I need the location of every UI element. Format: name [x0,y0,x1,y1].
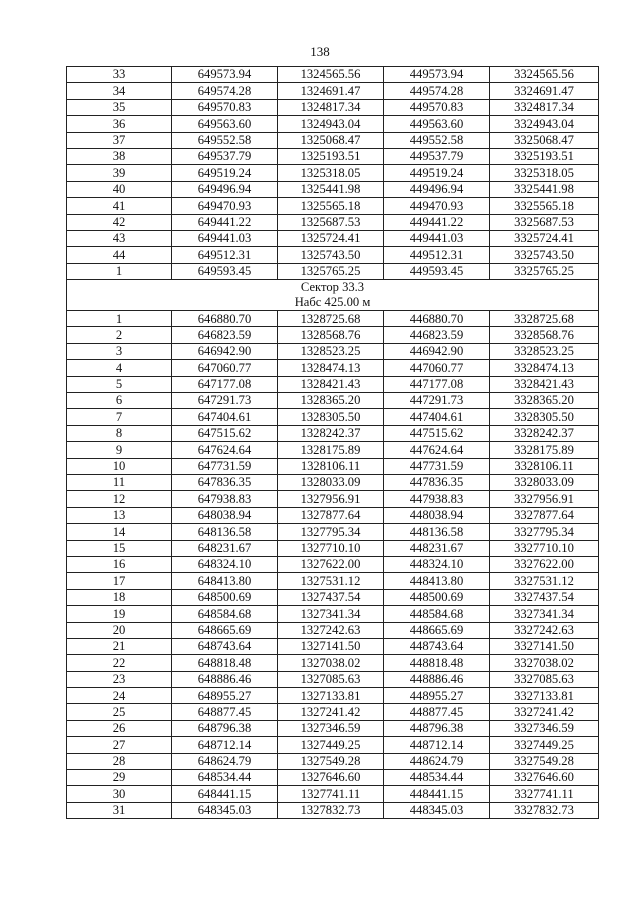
x-coordinate-cell: 648324.10 [172,556,278,572]
table-row [67,247,599,263]
y-coordinate-cell: 1328365.20 [278,393,384,409]
table-row [67,737,599,753]
point-number-cell: 15 [67,540,172,556]
y-local-coordinate-cell: 3325724.41 [490,230,599,246]
table-row [67,165,599,181]
point-number-cell: 21 [67,638,172,654]
point-number-cell: 11 [67,474,172,490]
y-local-coordinate-cell: 3325068.47 [490,132,599,148]
x-local-coordinate-cell: 448665.69 [384,622,490,638]
table-row [67,67,599,83]
y-local-coordinate-cell: 3328242.37 [490,425,599,441]
y-coordinate-cell: 1328568.76 [278,327,384,343]
x-local-coordinate-cell: 447177.08 [384,376,490,392]
x-coordinate-cell: 649573.94 [172,67,278,83]
x-coordinate-cell: 647291.73 [172,393,278,409]
x-local-coordinate-cell: 447624.64 [384,442,490,458]
y-coordinate-cell: 1325318.05 [278,165,384,181]
y-local-coordinate-cell: 3325318.05 [490,165,599,181]
x-coordinate-cell: 646823.59 [172,327,278,343]
table-row [67,311,599,327]
point-number-cell: 17 [67,573,172,589]
y-local-coordinate-cell: 3327085.63 [490,671,599,687]
x-local-coordinate-cell: 449441.03 [384,230,490,246]
y-local-coordinate-cell: 3324817.34 [490,99,599,115]
table-row [67,442,599,458]
y-coordinate-cell: 1327085.63 [278,671,384,687]
y-local-coordinate-cell: 3325193.51 [490,148,599,164]
table-row [67,376,599,392]
point-number-cell: 43 [67,230,172,246]
x-local-coordinate-cell: 448624.79 [384,753,490,769]
x-local-coordinate-cell: 449552.58 [384,132,490,148]
y-coordinate-cell: 1327531.12 [278,573,384,589]
point-number-cell: 28 [67,753,172,769]
x-coordinate-cell: 646880.70 [172,311,278,327]
x-local-coordinate-cell: 449496.94 [384,181,490,197]
x-local-coordinate-cell: 448441.15 [384,786,490,802]
x-local-coordinate-cell: 448500.69 [384,589,490,605]
point-number-cell: 38 [67,148,172,164]
y-coordinate-cell: 1325765.25 [278,263,384,279]
y-coordinate-cell: 1327956.91 [278,491,384,507]
point-number-cell: 2 [67,327,172,343]
point-number-cell: 16 [67,556,172,572]
x-coordinate-cell: 648712.14 [172,737,278,753]
y-local-coordinate-cell: 3328421.43 [490,376,599,392]
y-coordinate-cell: 1328474.13 [278,360,384,376]
y-coordinate-cell: 1327341.34 [278,606,384,622]
point-number-cell: 1 [67,311,172,327]
table-row [67,524,599,540]
section2-rows [67,311,599,819]
y-local-coordinate-cell: 3325687.53 [490,214,599,230]
y-coordinate-cell: 1325724.41 [278,230,384,246]
point-number-cell: 13 [67,507,172,523]
x-coordinate-cell: 649441.22 [172,214,278,230]
x-coordinate-cell: 646942.90 [172,343,278,359]
point-number-cell: 35 [67,99,172,115]
y-coordinate-cell: 1328106.11 [278,458,384,474]
table-row [67,507,599,523]
y-coordinate-cell: 1327437.54 [278,589,384,605]
x-coordinate-cell: 649563.60 [172,116,278,132]
table-row [67,181,599,197]
point-number-cell: 5 [67,376,172,392]
x-local-coordinate-cell: 448231.67 [384,540,490,556]
y-local-coordinate-cell: 3328474.13 [490,360,599,376]
point-number-cell: 42 [67,214,172,230]
table-row [67,230,599,246]
point-number-cell: 37 [67,132,172,148]
point-number-cell: 18 [67,589,172,605]
x-local-coordinate-cell: 449537.79 [384,148,490,164]
y-local-coordinate-cell: 3327437.54 [490,589,599,605]
y-coordinate-cell: 1327795.34 [278,524,384,540]
x-local-coordinate-cell: 449593.45 [384,263,490,279]
point-number-cell: 20 [67,622,172,638]
point-number-cell: 4 [67,360,172,376]
y-local-coordinate-cell: 3327646.60 [490,770,599,786]
x-coordinate-cell: 648500.69 [172,589,278,605]
point-number-cell: 25 [67,704,172,720]
x-local-coordinate-cell: 449573.94 [384,67,490,83]
x-coordinate-cell: 649570.83 [172,99,278,115]
y-coordinate-cell: 1327741.11 [278,786,384,802]
point-number-cell: 8 [67,425,172,441]
point-number-cell: 10 [67,458,172,474]
y-local-coordinate-cell: 3325765.25 [490,263,599,279]
table-row [67,83,599,99]
table-row [67,688,599,704]
y-coordinate-cell: 1324691.47 [278,83,384,99]
table-row [67,802,599,818]
y-local-coordinate-cell: 3328305.50 [490,409,599,425]
x-local-coordinate-cell: 448796.38 [384,720,490,736]
x-local-coordinate-cell: 448818.48 [384,655,490,671]
x-coordinate-cell: 649574.28 [172,83,278,99]
x-coordinate-cell: 648413.80 [172,573,278,589]
y-coordinate-cell: 1327449.25 [278,737,384,753]
x-local-coordinate-cell: 449470.93 [384,198,490,214]
table-row [67,622,599,638]
point-number-cell: 22 [67,655,172,671]
page-number: 138 [310,44,330,59]
y-local-coordinate-cell: 3324565.56 [490,67,599,83]
section1-rows [67,67,599,280]
x-local-coordinate-cell: 447060.77 [384,360,490,376]
table-row [67,393,599,409]
x-coordinate-cell: 648441.15 [172,786,278,802]
table-row [67,425,599,441]
y-coordinate-cell: 1328725.68 [278,311,384,327]
x-coordinate-cell: 649593.45 [172,263,278,279]
x-coordinate-cell: 647515.62 [172,425,278,441]
sector-header [67,280,599,311]
y-coordinate-cell: 1328305.50 [278,409,384,425]
point-number-cell: 14 [67,524,172,540]
table-row [67,720,599,736]
y-local-coordinate-cell: 3327956.91 [490,491,599,507]
x-local-coordinate-cell: 449519.24 [384,165,490,181]
y-local-coordinate-cell: 3325743.50 [490,247,599,263]
table-row [67,327,599,343]
x-local-coordinate-cell: 448345.03 [384,802,490,818]
y-local-coordinate-cell: 3324943.04 [490,116,599,132]
y-coordinate-cell: 1328421.43 [278,376,384,392]
point-number-cell: 29 [67,770,172,786]
y-coordinate-cell: 1324565.56 [278,67,384,83]
y-coordinate-cell: 1324943.04 [278,116,384,132]
y-coordinate-cell: 1327133.81 [278,688,384,704]
x-coordinate-cell: 648345.03 [172,802,278,818]
y-local-coordinate-cell: 3327832.73 [490,802,599,818]
point-number-cell: 23 [67,671,172,687]
table-row [67,753,599,769]
table-row [67,343,599,359]
y-local-coordinate-cell: 3327038.02 [490,655,599,671]
y-local-coordinate-cell: 3327741.11 [490,786,599,802]
y-local-coordinate-cell: 3327241.42 [490,704,599,720]
x-local-coordinate-cell: 447291.73 [384,393,490,409]
table-row [67,704,599,720]
y-local-coordinate-cell: 3325565.18 [490,198,599,214]
y-local-coordinate-cell: 3327341.34 [490,606,599,622]
table-row [67,671,599,687]
sector-height: Набс 425.00 м [294,295,371,310]
y-coordinate-cell: 1327710.10 [278,540,384,556]
y-coordinate-cell: 1325743.50 [278,247,384,263]
y-local-coordinate-cell: 3327242.63 [490,622,599,638]
y-coordinate-cell: 1327346.59 [278,720,384,736]
y-coordinate-cell: 1327877.64 [278,507,384,523]
x-coordinate-cell: 649552.58 [172,132,278,148]
sector-header-row [67,280,599,311]
point-number-cell: 27 [67,737,172,753]
y-coordinate-cell: 1327646.60 [278,770,384,786]
y-coordinate-cell: 1325068.47 [278,132,384,148]
y-local-coordinate-cell: 3327141.50 [490,638,599,654]
table-row [67,606,599,622]
point-number-cell: 40 [67,181,172,197]
x-local-coordinate-cell: 447404.61 [384,409,490,425]
y-coordinate-cell: 1327549.28 [278,753,384,769]
y-coordinate-cell: 1327832.73 [278,802,384,818]
x-coordinate-cell: 649519.24 [172,165,278,181]
y-local-coordinate-cell: 3327449.25 [490,737,599,753]
x-coordinate-cell: 648955.27 [172,688,278,704]
point-number-cell: 19 [67,606,172,622]
x-coordinate-cell: 647938.83 [172,491,278,507]
coordinates-table-container [66,66,592,819]
x-coordinate-cell: 648796.38 [172,720,278,736]
point-number-cell: 1 [67,263,172,279]
y-local-coordinate-cell: 3327346.59 [490,720,599,736]
x-coordinate-cell: 648624.79 [172,753,278,769]
point-number-cell: 24 [67,688,172,704]
table-row [67,474,599,490]
y-local-coordinate-cell: 3328106.11 [490,458,599,474]
x-local-coordinate-cell: 448413.80 [384,573,490,589]
y-local-coordinate-cell: 3328365.20 [490,393,599,409]
y-local-coordinate-cell: 3328033.09 [490,474,599,490]
coordinates-table [66,66,599,819]
x-coordinate-cell: 648136.58 [172,524,278,540]
x-local-coordinate-cell: 449563.60 [384,116,490,132]
table-row [67,116,599,132]
x-coordinate-cell: 647731.59 [172,458,278,474]
y-coordinate-cell: 1327242.63 [278,622,384,638]
x-local-coordinate-cell: 448038.94 [384,507,490,523]
point-number-cell: 34 [67,83,172,99]
x-local-coordinate-cell: 447731.59 [384,458,490,474]
x-local-coordinate-cell: 448136.58 [384,524,490,540]
x-local-coordinate-cell: 447938.83 [384,491,490,507]
table-row [67,556,599,572]
y-local-coordinate-cell: 3328175.89 [490,442,599,458]
x-coordinate-cell: 648038.94 [172,507,278,523]
table-row [67,458,599,474]
x-coordinate-cell: 648665.69 [172,622,278,638]
x-local-coordinate-cell: 447836.35 [384,474,490,490]
point-number-cell: 36 [67,116,172,132]
point-number-cell: 26 [67,720,172,736]
point-number-cell: 3 [67,343,172,359]
table-row [67,132,599,148]
y-local-coordinate-cell: 3328523.25 [490,343,599,359]
table-row [67,786,599,802]
table-row [67,360,599,376]
x-coordinate-cell: 648584.68 [172,606,278,622]
x-coordinate-cell: 648886.46 [172,671,278,687]
x-local-coordinate-cell: 446942.90 [384,343,490,359]
y-local-coordinate-cell: 3327549.28 [490,753,599,769]
x-local-coordinate-cell: 446823.59 [384,327,490,343]
y-coordinate-cell: 1328033.09 [278,474,384,490]
y-coordinate-cell: 1327141.50 [278,638,384,654]
x-local-coordinate-cell: 448877.45 [384,704,490,720]
x-local-coordinate-cell: 448886.46 [384,671,490,687]
point-number-cell: 9 [67,442,172,458]
table-row [67,198,599,214]
y-coordinate-cell: 1328242.37 [278,425,384,441]
table-row [67,540,599,556]
x-local-coordinate-cell: 448584.68 [384,606,490,622]
y-coordinate-cell: 1325565.18 [278,198,384,214]
x-local-coordinate-cell: 446880.70 [384,311,490,327]
x-coordinate-cell: 647060.77 [172,360,278,376]
x-coordinate-cell: 648743.64 [172,638,278,654]
table-row [67,573,599,589]
x-local-coordinate-cell: 447515.62 [384,425,490,441]
x-local-coordinate-cell: 449441.22 [384,214,490,230]
table-row [67,655,599,671]
x-coordinate-cell: 649512.31 [172,247,278,263]
y-local-coordinate-cell: 3327622.00 [490,556,599,572]
x-coordinate-cell: 649470.93 [172,198,278,214]
table-row [67,589,599,605]
y-local-coordinate-cell: 3327531.12 [490,573,599,589]
sector-title: Сектор 33.3 [300,280,365,295]
x-local-coordinate-cell: 448712.14 [384,737,490,753]
y-coordinate-cell: 1325687.53 [278,214,384,230]
x-local-coordinate-cell: 448534.44 [384,770,490,786]
point-number-cell: 44 [67,247,172,263]
point-number-cell: 6 [67,393,172,409]
x-local-coordinate-cell: 448743.64 [384,638,490,654]
table-row [67,491,599,507]
point-number-cell: 7 [67,409,172,425]
y-coordinate-cell: 1325441.98 [278,181,384,197]
point-number-cell: 12 [67,491,172,507]
point-number-cell: 39 [67,165,172,181]
x-coordinate-cell: 647404.61 [172,409,278,425]
y-coordinate-cell: 1324817.34 [278,99,384,115]
table-row [67,770,599,786]
x-local-coordinate-cell: 449512.31 [384,247,490,263]
x-coordinate-cell: 648818.48 [172,655,278,671]
y-coordinate-cell: 1328523.25 [278,343,384,359]
table-row [67,214,599,230]
y-local-coordinate-cell: 3327710.10 [490,540,599,556]
y-local-coordinate-cell: 3327133.81 [490,688,599,704]
y-coordinate-cell: 1325193.51 [278,148,384,164]
x-coordinate-cell: 647836.35 [172,474,278,490]
table-row [67,263,599,279]
y-coordinate-cell: 1327622.00 [278,556,384,572]
point-number-cell: 33 [67,67,172,83]
sector-header-cell [67,280,599,311]
y-local-coordinate-cell: 3327877.64 [490,507,599,523]
point-number-cell: 30 [67,786,172,802]
y-coordinate-cell: 1327038.02 [278,655,384,671]
table-row [67,638,599,654]
x-local-coordinate-cell: 449574.28 [384,83,490,99]
table-row [67,99,599,115]
point-number-cell: 41 [67,198,172,214]
table-row [67,148,599,164]
y-coordinate-cell: 1327241.42 [278,704,384,720]
x-coordinate-cell: 648877.45 [172,704,278,720]
y-local-coordinate-cell: 3328568.76 [490,327,599,343]
x-coordinate-cell: 649441.03 [172,230,278,246]
y-local-coordinate-cell: 3328725.68 [490,311,599,327]
y-local-coordinate-cell: 3327795.34 [490,524,599,540]
x-coordinate-cell: 648534.44 [172,770,278,786]
x-coordinate-cell: 648231.67 [172,540,278,556]
x-local-coordinate-cell: 448324.10 [384,556,490,572]
x-coordinate-cell: 649496.94 [172,181,278,197]
y-local-coordinate-cell: 3324691.47 [490,83,599,99]
y-local-coordinate-cell: 3325441.98 [490,181,599,197]
x-coordinate-cell: 649537.79 [172,148,278,164]
x-local-coordinate-cell: 449570.83 [384,99,490,115]
table-row [67,409,599,425]
x-coordinate-cell: 647624.64 [172,442,278,458]
point-number-cell: 31 [67,802,172,818]
x-coordinate-cell: 647177.08 [172,376,278,392]
y-coordinate-cell: 1328175.89 [278,442,384,458]
x-local-coordinate-cell: 448955.27 [384,688,490,704]
